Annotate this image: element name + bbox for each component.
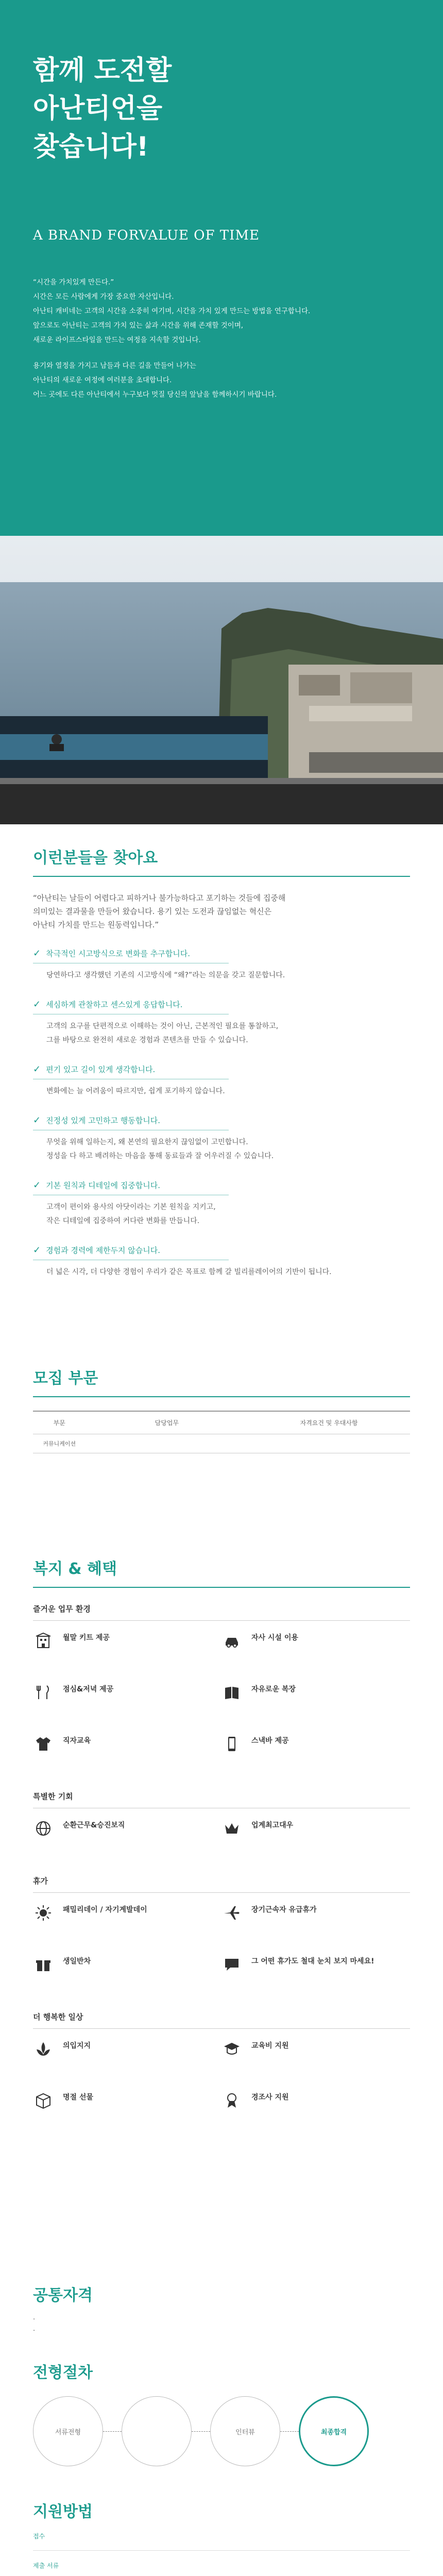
table-header: 부문: [33, 1411, 86, 1434]
benefit-item: [222, 2080, 410, 2132]
benefit-group-heading: 더 행복한 일상: [33, 2012, 83, 2022]
trait-desc-line: 고객의 요구를 단편적으로 이해하는 것이 아닌, 근본적인 필요를 통찰하고,: [46, 1022, 279, 1030]
ideal-intro: [33, 891, 410, 931]
trait-title: 경험과 경력에 제한두지 않습니다.: [46, 1246, 161, 1255]
process-step: [122, 2396, 192, 2466]
trait-desc-line: 당연하다고 생각했던 기존의 시고방식에 “왜?”라는 의문을 갖고 질문합니다.: [46, 971, 285, 979]
eligibility-line: ·: [33, 2316, 36, 2324]
recruit-section: [33, 1365, 410, 1453]
resort-photo: [0, 536, 443, 824]
hero-paragraph: 아난티 캐비네는 고객의 시간을 소중히 여기며, 시간을 가치 있게 만드는 방법을 연구합니다.: [33, 307, 311, 315]
globe-icon: [33, 1820, 54, 1840]
benefits-section: [33, 1556, 410, 2132]
benefit-title: 스낵바 제공: [251, 1737, 289, 1745]
process-step-final: 최종합격: [299, 2396, 369, 2466]
ideal-candidates-section: [33, 845, 410, 1279]
benefit-item: [33, 1724, 222, 1775]
benefit-title: 명절 선물: [63, 2093, 93, 2102]
benefit-item: [33, 2029, 222, 2080]
hero-paragraph: 아난티의 새로운 여정에 여러분을 초대합니다.: [33, 376, 172, 384]
benefit-item: [222, 1893, 410, 1944]
trait-title: 기본 원칙과 디테일에 집중합니다.: [46, 1181, 161, 1190]
benefit-item: [33, 1672, 222, 1724]
hero-paragraph: 새로운 라이프스타일을 만드는 여정을 지속할 것입니다.: [33, 336, 201, 344]
duties-cell: [86, 1434, 248, 1453]
benefit-title: 그 어떤 휴가도 철대 눈치 보지 마세요!: [251, 1957, 374, 1965]
benefit-title: 자유로운 복장: [251, 1685, 296, 1693]
trait-item: [33, 1245, 410, 1279]
benefit-title: 패밀리데이 / 자기계발데이: [63, 1906, 147, 1914]
benefit-grid: [33, 1621, 410, 1775]
trait-desc-line: 변화에는 늘 어려움이 따르지만, 쉽게 포기하지 않습니다.: [46, 1087, 225, 1095]
table-header: 담당업무: [86, 1411, 248, 1434]
section-divider: [33, 1396, 410, 1397]
benefit-grid: [33, 2029, 410, 2132]
section-title: 복지 & 혜택: [33, 1560, 117, 1578]
uniform-icon: [33, 1735, 54, 1756]
trait-desc: [33, 969, 410, 982]
benefit-item: [222, 2029, 410, 2080]
apply-row: [33, 2531, 410, 2542]
crown-icon: [222, 1820, 242, 1840]
trait-item: [33, 999, 410, 1047]
table-row: [33, 1434, 410, 1453]
check-icon: ✓: [33, 1180, 41, 1191]
section-title: 이런분들을 찾아요: [33, 849, 158, 867]
eligibility-section: [33, 2282, 410, 2337]
intro-line: “아난티는 날들이 어렵다고 피하거나 불가능하다고 포기하는 것들에 집중해: [33, 893, 286, 903]
benefit-item: [33, 1808, 222, 1860]
benefit-title: 의입지지: [63, 2042, 91, 2050]
benefit-grid: [33, 1893, 410, 1996]
benefit-title: 경조사 지원: [251, 2093, 289, 2102]
section-divider: [33, 1587, 410, 1588]
school-icon: [222, 2040, 242, 2061]
check-icon: ✓: [33, 948, 41, 959]
benefit-item: [222, 1621, 410, 1672]
section-title: 모집 부문: [33, 1369, 98, 1387]
trait-desc-line: 그를 바탕으로 완전히 새로운 경험과 콘텐츠를 만들 수 있습니다.: [46, 1036, 248, 1044]
trait-item: [33, 948, 410, 982]
trait-item: [33, 1115, 410, 1163]
trait-title: 세심하게 관찰하고 센스있게 응답합니다.: [46, 1000, 183, 1009]
benefit-title: 생일반차: [63, 1957, 91, 1965]
hero-intro: [33, 275, 410, 402]
hero-section: [0, 0, 443, 536]
book-icon: [222, 1684, 242, 1704]
ribbon-icon: [222, 2092, 242, 2112]
benefit-item: [222, 1808, 410, 1860]
table-header: 자격요건 및 우대사항: [248, 1411, 410, 1434]
benefit-item: [222, 1724, 410, 1775]
step-connector: [103, 2431, 122, 2432]
trait-item: [33, 1180, 410, 1228]
quals-cell: [248, 1434, 410, 1453]
chat-icon: [222, 1956, 242, 1976]
hero-title-line: 찾습니다!: [33, 131, 149, 162]
benefit-item: [33, 2080, 222, 2132]
benefit-title: 순환근무&승진보직: [63, 1821, 125, 1829]
trait-desc-line: 고객이 편이와 용사의 아닷이라는 기본 원칙을 지키고,: [46, 1203, 216, 1211]
box-icon: [33, 2092, 54, 2112]
intro-line: 아난티 가치를 만드는 원동력입니다.”: [33, 920, 159, 929]
benefit-group-heading: 즐거운 업무 환경: [33, 1604, 91, 1614]
process-step: 서류전형: [33, 2396, 103, 2466]
process-steps: [33, 2393, 410, 2470]
trait-desc: [33, 1265, 410, 1279]
trait-item: [33, 1064, 410, 1098]
check-icon: ✓: [33, 999, 41, 1010]
hero-title: [33, 52, 410, 166]
apply-row: [33, 2560, 410, 2571]
benefit-title: 자사 시설 이용: [251, 1634, 298, 1642]
hero-paragraph: “시간을 가치있게 만든다.”: [33, 278, 114, 286]
resort-photo-illustration: [0, 536, 443, 824]
section-title: 전형절차: [33, 2364, 93, 2382]
hero-paragraph: 어느 곳에도 다른 아난티에서 누구보다 멋질 당신의 앞날을 함께하시기 바랍니다.: [33, 391, 277, 399]
trait-title: 진정성 있게 고민하고 행동합니다.: [46, 1116, 161, 1125]
benefit-item: [33, 1621, 222, 1672]
hotel-icon: [33, 1632, 54, 1653]
eligibility-line: ·: [33, 2327, 36, 2335]
benefit-item: [33, 1944, 222, 1996]
brand-tagline: A BRAND FORVALUE OF TIME: [33, 228, 260, 243]
gift-icon: [33, 1956, 54, 1976]
benefit-item: [222, 1672, 410, 1724]
benefit-title: 월말 키트 제공: [63, 1634, 110, 1642]
trait-desc: [33, 1200, 410, 1228]
trait-title: 착극적인 시고방식으로 변화를 추구합니다.: [46, 949, 190, 958]
benefit-grid: [33, 1808, 410, 1860]
trait-desc-line: 작은 디테일에 집중하여 커다란 변화를 만듭니다.: [46, 1217, 200, 1225]
dept-cell: 커뮤니케이션: [33, 1434, 86, 1453]
benefit-title: 점심&저녁 제공: [63, 1685, 114, 1693]
trait-desc: [33, 1136, 410, 1163]
apply-label: 제출 서류: [33, 2562, 59, 2569]
trait-title: 편기 있고 길이 있게 생각합니다.: [46, 1065, 156, 1074]
process-section: [33, 2360, 410, 2475]
benefit-title: 업계최고대우: [251, 1821, 294, 1829]
step-connector: [280, 2431, 299, 2432]
trait-desc: [33, 1084, 410, 1098]
apply-label: 접수: [33, 2533, 45, 2540]
hero-paragraph: 앞으로도 아난티는 고객의 가치 있는 삶과 시간을 위해 존재할 것이며,: [33, 321, 244, 330]
apply-section: [33, 2499, 410, 2571]
recruit-table: [33, 1411, 410, 1453]
process-step: 인터뷰: [210, 2396, 280, 2466]
benefit-title: 직자교육: [63, 1737, 91, 1745]
hero-paragraph: 시간은 모든 사람에게 가장 중요한 자산입니다.: [33, 293, 174, 301]
benefit-group-heading: 휴가: [33, 1876, 48, 1886]
benefit-title: 장기근속자 유급휴가: [251, 1906, 317, 1914]
benefit-item: [222, 1944, 410, 1996]
intro-line: 의미있는 결과물을 만들어 왔습니다. 용기 있는 도전과 끊임없는 혁신은: [33, 907, 272, 916]
trait-desc: [33, 1020, 410, 1047]
check-icon: ✓: [33, 1064, 41, 1075]
step-connector: [192, 2431, 210, 2432]
benefit-group-heading: 특별한 기회: [33, 1792, 73, 1801]
meal-icon: [33, 1684, 54, 1704]
benefit-title: 교육비 지원: [251, 2042, 289, 2050]
spa-icon: [33, 2040, 54, 2061]
trait-desc-line: 정성을 다 하고 배려하는 마음을 통해 동료들과 잘 어우러질 수 있습니다.: [46, 1152, 274, 1160]
check-icon: ✓: [33, 1115, 41, 1126]
trait-desc-line: 무엇을 위해 일하는지, 왜 본연의 필요한지 끊임없이 고민합니다.: [46, 1138, 248, 1146]
section-title: 공통자격: [33, 2286, 93, 2304]
sun-icon: [33, 1904, 54, 1925]
benefit-item: [33, 1893, 222, 1944]
check-icon: ✓: [33, 1245, 41, 1256]
car-icon: [222, 1632, 242, 1653]
plane-icon: [222, 1904, 242, 1925]
hero-title-line: 함께 도전할: [33, 55, 172, 86]
hero-paragraph: 용기와 열정을 가지고 남들과 다른 길을 만들어 나가는: [33, 362, 196, 370]
section-title: 지원방법: [33, 2503, 93, 2521]
trait-desc-line: 더 넓은 시각, 더 다양한 경험이 우리가 같은 목표로 함께 갈 빌리를레이어의 기반이 됩니다.: [46, 1268, 332, 1276]
section-divider: [33, 876, 410, 877]
hero-title-line: 아난티언을: [33, 93, 163, 124]
device-icon: [222, 1735, 242, 1756]
